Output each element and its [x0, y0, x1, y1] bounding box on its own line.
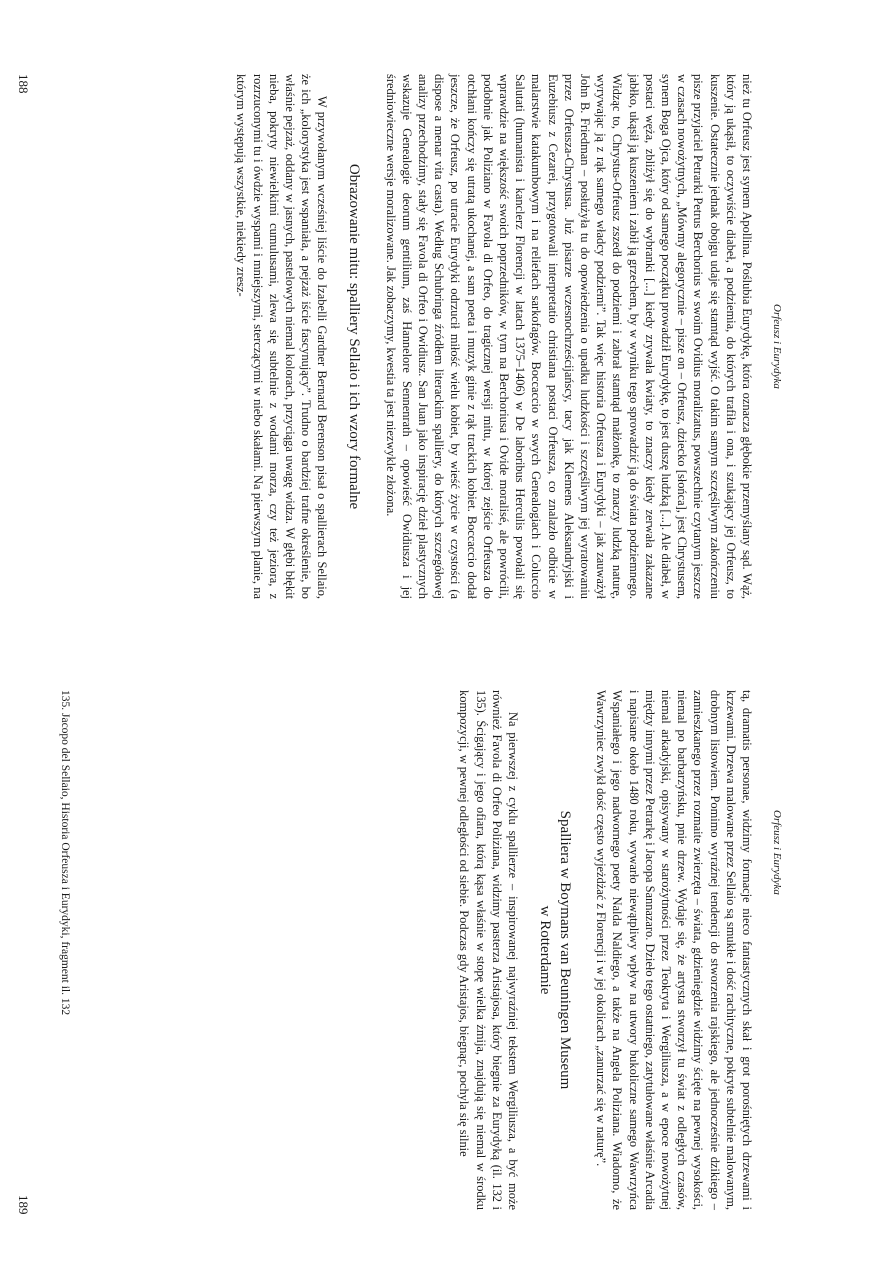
paragraph: Na pierwszej z cyklu spallierze – inspirowanej najwyraźniej tekstem Wergiliusza, a być może również Favola di Orfeo Poliziana, widzimy pasterza Aristajosa, który biegnie za Eurydyką (il. 132 i 135). Ścigający i jego ofiara, którą kąsa właśnie w stopę wielka żmija, znajdują się niemal w środku kompozycji, w pewnej odległości od siebie. Podczas gdy Aristajos, biegnąc, pochyla się silnie [457, 690, 520, 1210]
section-heading-line: w Rotterdamie [536, 905, 553, 995]
running-head: Orfeusz i Eurydyka [771, 304, 783, 389]
body-text-189 [456, 690, 755, 1210]
paragraph: W przywołanym wcześniej liście do Izabelli Gardner Bernard Berenson pisał o spallierach Sellaio, że ich „kolorystyka jest wspaniała, a pejzaż iście fascynujący”. Trudno o bardziej trafne określenie, bo właśnie pejzaż, oddany w jasnych, pastelowych niemal kolorach, przyciąga uwagę widza. W głębi błękit nieba, pokryty niewielkimi cumulusami, zlewa się subtelnie z wodami morza, czy też jeziora, z rozrzuconymi tu i ówdzie wyspami i mniejszymi, sterczącymi w niebo skałami. Na pierwszym planie, na którym występują wszystkie, niekiedy zresz- [234, 74, 330, 599]
running-head: Orfeusz i Eurydyka [771, 810, 783, 895]
page-189 [16, 690, 783, 1220]
section-heading [535, 690, 575, 1210]
page-188 [16, 74, 783, 614]
section-heading-line: Spalliera w Boymans van Beuningen Museum [556, 810, 573, 1090]
page-number: 189 [16, 1195, 31, 1215]
paragraph: nież tu Orfeusz jest synem Apollina. Poślubia Eurydykę, która oznacza głębokie przemyślany sąd. Wąż, który ją ukąsił, to oczywiście diabeł, a podziemia, do których trafiła i ona, i szukający jej Orfeusz, to kuszenie. Ostatecznie jednak obojgu udaje się stamtąd wyjść. O takim samym szczęśliwym zakończeniu pisze przyjaciel Petrarki Petrus Berchorius w swoim Ovidius moralizatus, powszechnie czytanym jeszcze w czasach nowożytnych, „Mówmy alegorycznie – pisze on – Orfeusz, dziecko [słońca], jest Chrystusem, synem Boga Ojca, który od samego początku prowadził Eurydykę, to jest duszę ludzką [...]. Ale diabeł, w postaci węża, zbliżył się do wybranki [...] kiedy zrywała kwiaty, to znaczy kiedy zerwała zakazane jabłko, ukąsił ją kuszeniem i zabił ją grzechem, by w wyniku tego sprowadzić ją do świata podziemnego. Widząc to, Chrystus-Orfeusz zszedł do podziemi i zabrał stamtąd małżonkę, to znaczy ludzką naturę, wyrywając ją z rąk samego władcy podziemi”. Tak więc historia Orfeusza i Eurydyki – jak zauważył John B. Friedman – posłużyła tu do opowiedzenia o upadku ludzkości i szczęśliwym jej wyratowaniu przez Orfeusza-Chrystusa. Już pisarze wczesnochrześcijańscy, tacy jak Klemens Aleksandryjski i Euzebiusz z Cezarei, przygotowali interpretatio christiana postaci Orfeusza, co znalazło odbicie w malarstwie katakumbowym i na reliefach sarkofagów. Boccaccio w swych Genealogiach i Coluccio Salutati (humanista i kanclerz Florencji w latach 1375–1406) w De laboribus Herculis powołali się wprawdzie na większość swoich poprzedników, w tym na Berchoriusa i Ovide moralisé, ale powrócili, podobnie jak Poliziano w Favola di Orfeo, do tragicznej wersji mitu, w której zejście Orfeusza do otchłani kończy się utratą ukochanej, a sam poeta i muzyk ginie z rąk trackich kobiet. Boccaccio dodał jeszcze, że Orfeusz, po utracie Eurydyki odrzucił miłość wielu kobiet, by wieść życie w czystości (a dispose a menar vita casta). Według Schubringa źródłem literackim spalliery, do których szczegółowej analizy przechodzimy, stały się Favola di Orfeo i Owidiusz. San Juan jako inspirację dzieł plastycznych wskazuje Genealogie deorum gentilium, zaś Hannelore Sennenrath – opowieść Owidiusza i jej średniowieczne wersje moralizowane. Jak zobaczymy, kwestia ta jest niezwykle złożona. [383, 74, 754, 599]
figure-caption: 135. Jacopo del Sellaio, Historia Orfeusza i Eurydyki, fragment il. 132 [59, 690, 71, 1016]
page-number: 188 [16, 74, 31, 94]
body-text-188 [233, 74, 755, 599]
section-heading: Obrazowanie mitu: spalliery Sellaio i ich wzory formalne [346, 163, 363, 510]
paragraph: tą, dramatis personae, widzimy formacje nieco fantastycznych skał i grot porośniętych drzewami i krzewami. Drzewa malowane przez Sellaio są smukłe i dość rachityczne, pokryte subtelnie malowanym, drobnym listowiem. Pomimo wyraźnej tendencji do stworzenia rajskiego, ale jednocześnie dzikiego – zamieszkanego przez rozmaite zwierzęta – świata, gdzieniegdzie widzimy ścięte na pewnej wysokości, niemal po barbarzyńsku, pnie drzew. Wydaje się, że artysta stworzył tu świat z odległych czasów, niemal arkadyjski, opisywany w starożytności przez Teokryta i Wergiliusza, a w epoce nowożytnej między innymi przez Petrarkę i Jacopa Sannazaro. Dzieło tego ostatniego, zatytułowane właśnie Arcadia i napisane około 1480 roku, wywarło niewątpliwy wpływ na utwory bukoliczne samego Wawrzyńca Wspaniałego i jego nadwornego poety Nalda Naldiego, a także na Angela Poliziana. Wiadomo, że Wawrzyniec zwykł dość często wyjeżdżać z Florencji i w jej okolicach „zanurzać się w naturę”. [594, 690, 754, 1210]
